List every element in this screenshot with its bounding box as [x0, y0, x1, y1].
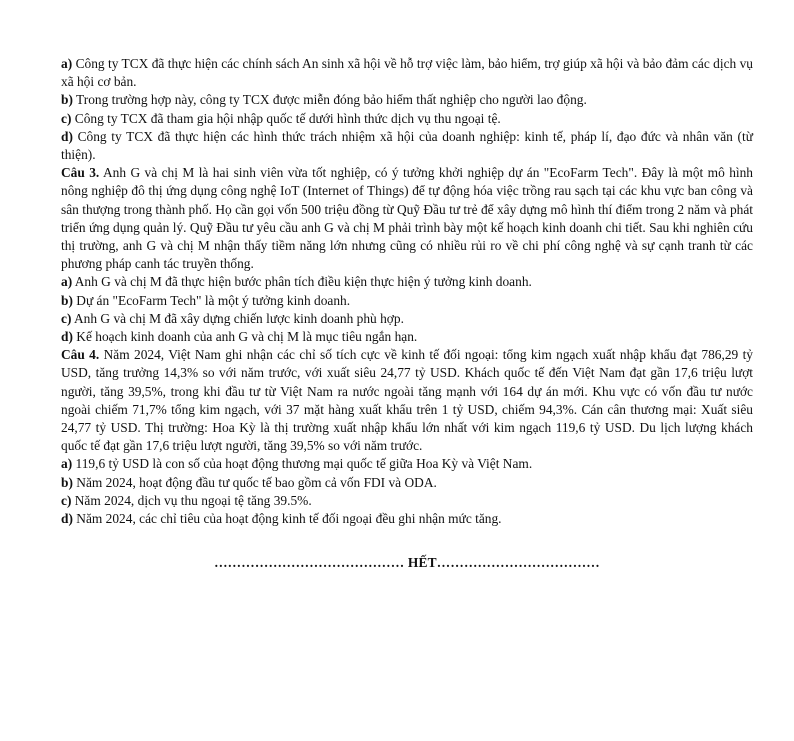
question-label: Câu 4.: [61, 347, 100, 363]
option-label: a): [61, 56, 73, 71]
q4-option-a: [61, 455, 753, 473]
q3-option-b: [61, 292, 753, 310]
option-label: d): [61, 329, 73, 345]
q2-option-d: [61, 128, 753, 164]
option-text: Anh G và chị M đã thực hiện bước phân tích điều kiện thực hiện ý tưởng kinh doanh.: [74, 274, 532, 290]
option-label: d): [61, 511, 73, 527]
document-page: [61, 55, 753, 572]
option-text: Anh G và chị M đã xây dựng chiến lược kinh doanh phù hợp.: [74, 310, 404, 326]
q2-option-b: [61, 91, 753, 109]
option-label: a): [61, 274, 73, 290]
question-label: Câu 3.: [61, 165, 100, 181]
option-text: Công ty TCX đã tham gia hội nhập quốc tế dưới hình thức dịch vụ thu ngoại tệ.: [74, 110, 501, 126]
q3-stem: [61, 164, 753, 273]
option-label: b): [61, 292, 73, 308]
option-label: c): [61, 110, 72, 126]
q4-option-b: [61, 474, 753, 492]
q4-stem: [61, 346, 753, 455]
q2-option-a: [61, 55, 753, 91]
question-text: Anh G và chị M là hai sinh viên vừa tốt nghiệp, có ý tưởng khởi nghiệp dự án "EcoFarm Tech". Đây là một mô hình nông nghiệp đô thị ứng dụng công nghệ IoT (Internet of Things) để tự động hóa việc trồng rau sạch tại các khu vực ban công và sân thượng trong thành phố. Họ cần gọi vốn 500 triệu đồng từ Quỹ Đầu tư trẻ để xây dựng mô hình thí điểm trong 2 năm và phát triển ứng dụng quản lý. Quỹ Đầu tư yêu cầu anh G và chị M phải trình bày một kế hoạch kinh doanh chi tiết. Sau khi nghiên cứu thị trường, anh G và chị M nhận thấy tiềm năng lớn nhưng cũng có nhiều rủi ro về chi phí công nghệ và sự cạnh tranh từ các phương pháp canh tác truyền thống.: [61, 165, 753, 272]
option-text: Công ty TCX đã thực hiện các hình thức trách nhiệm xã hội của doanh nghiệp: kinh tế, pháp lí, đạo đức và nhân văn (từ thiện).: [61, 128, 753, 163]
q4-option-d: [61, 510, 753, 528]
option-label: b): [61, 92, 73, 108]
q3-option-a: [61, 273, 753, 291]
option-text: Kế hoạch kinh doanh của anh G và chị M là mục tiêu ngắn hạn.: [76, 329, 418, 345]
question-text: Năm 2024, Việt Nam ghi nhận các chỉ số tích cực về kinh tế đối ngoại: tổng kim ngạch xuất nhập khẩu đạt 786,29 tỷ USD, tăng trưởng 14,3% so với năm trước, với xuất siêu 24,77 tỷ USD. Khách quốc tế đến Việt Nam đạt gần 17,6 triệu lượt người, tăng 39,5%, trong khi đầu tư từ Việt Nam ra nước ngoài tăng mạnh với 164 dự án mới. Khu vực có vốn đầu tư nước ngoài chiếm 71,7% tổng kim ngạch, với 37 mặt hàng xuất khẩu trên 1 tỷ USD, chiếm 94,3%. Cán cân thương mại: Xuất siêu 24,77 tỷ USD. Thị trường: Hoa Kỳ là thị trường xuất nhập khẩu lớn nhất với kim ngạch 119,6 tỷ USD. Du lịch lượng khách quốc tế đạt gần 17,6 triệu lượt người, tăng 39,5% so với năm trước.: [61, 347, 753, 454]
q2-option-c: [61, 110, 753, 128]
option-text: Trong trường hợp này, công ty TCX được miễn đóng bảo hiểm thất nghiệp cho người lao động.: [76, 92, 587, 108]
option-label: b): [61, 474, 73, 490]
end-marker: …………………………………… HẾT………………………………: [214, 555, 600, 571]
option-label: c): [61, 492, 72, 508]
option-text: Dự án "EcoFarm Tech" là một ý tưởng kinh doanh.: [76, 292, 351, 308]
option-text: Năm 2024, hoạt động đầu tư quốc tế bao gồm cả vốn FDI và ODA.: [76, 474, 437, 490]
option-text: 119,6 tỷ USD là con số của hoạt động thương mại quốc tế giữa Hoa Kỳ và Việt Nam.: [75, 456, 533, 472]
option-label: c): [61, 310, 72, 326]
option-text: Công ty TCX đã thực hiện các chính sách An sinh xã hội về hỗ trợ việc làm, bảo hiểm, trợ giúp xã hội và bảo đảm các dịch vụ xã hội cơ bản.: [61, 56, 753, 90]
q4-option-c: [61, 492, 753, 510]
q3-option-c: [61, 310, 753, 328]
option-text: Năm 2024, dịch vụ thu ngoại tệ tăng 39.5%.: [74, 492, 312, 508]
option-text: Năm 2024, các chỉ tiêu của hoạt động kinh tế đối ngoại đều ghi nhận mức tăng.: [76, 511, 502, 527]
option-label: d): [61, 128, 73, 144]
option-label: a): [61, 456, 73, 472]
q3-option-d: [61, 328, 753, 346]
